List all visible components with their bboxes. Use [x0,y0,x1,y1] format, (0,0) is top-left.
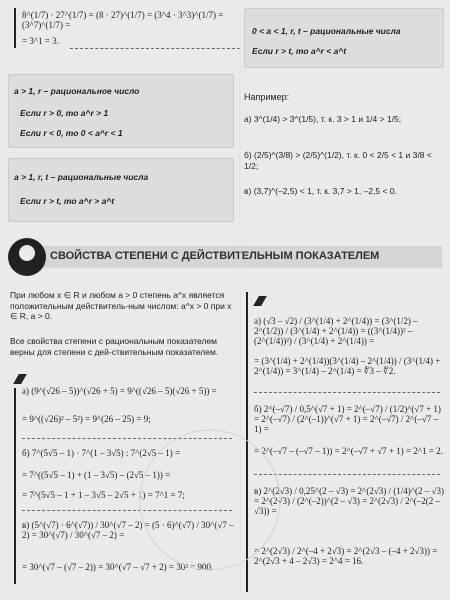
example-b: б) (2/5)^(3/8) > (2/5)^(1/2), т. к. 0 < 2/5 < 1 и 3/8 < 1/2; [244,150,432,171]
divider [22,438,232,439]
rule-box-1-statement-1: Если r > 0, то a^r > 1 [20,108,109,118]
margin-marker [14,8,16,48]
divider [22,510,232,511]
left-example-b2: = 7^((5√5 – 1) + (1 – 3√5) – (2√5 – 1)) = [22,470,171,480]
left-example-b1: б) 7^(5√5 – 1) · 7^(1 – 3√5) : 7^(2√5 – 1) = [22,448,181,458]
reader-icon [8,238,46,276]
rule-box-top-right [244,8,444,68]
right-margin-line [246,292,248,592]
left-example-c1: в) (5^(√7) · 6^(√7)) / 30^(√7 – 2) = (5 · 6)^(√7) / 30^(√7 – 2) = 30^(√7) / 30^(√7 – 2) = [22,520,234,540]
right-example-a2: = (3^(1/4) + 2^(1/4))(3^(1/4) – 2^(1/4)) / (3^(1/4) + 2^(1/4)) = 3^(1/4) – 2^(1/4) = ∜3 – ∜2. [254,356,441,376]
example-c: в) (3,7)^(–2,5) < 1, т. к. 3,7 > 1, –2,5 < 0. [244,186,397,196]
left-margin-line [14,388,16,584]
top-left-line2: = 3^1 = 3. [22,36,59,46]
section-title: СВОЙСТВА СТЕПЕНИ С ДЕЙСТВИТЕЛЬНЫМ ПОКАЗАТЕЛЕМ [50,250,380,262]
pencil-icon [253,296,267,306]
divider [70,48,240,49]
divider [254,392,440,393]
left-example-c2: = 30^(√7 – (√7 – 2)) = 30^(√7 – √7 + 2) = 30² = 900. [22,562,214,572]
rule-box-2 [8,158,234,222]
top-left-line1: 8^(1/7) · 27^(1/7) = (8 · 27)^(1/7) = (3^4 · 3^3)^(1/7) = (3^7)^(1/7) = [22,10,224,30]
rule-box-1-condition: a > 1, r – рациональное число [14,86,140,96]
left-paragraph-2: Все свойства степени с рациональным показателем верны для степени с дей-ствительным показателем. [10,336,219,357]
section-header [38,246,442,268]
left-paragraph-1: При любом x ∈ R и любом a > 0 степень a^x является положительным действитель-ным числом: a^x > 0 при x ∈ R, a > 0. [10,290,232,322]
right-example-a1: а) (√3 – √2) / (3^(1/4) + 2^(1/4)) = (3^(1/2) – 2^(1/2)) / (3^(1/4) + 2^(1/4)) = ((3^(1/4))² – (2^(1/4))²) / (3^(1/4) + 2^(1/4)) = [254,316,418,346]
example-a: а) 3^(1/4) > 3^(1/5), т. к. 3 > 1 и 1/4 > 1/5; [244,114,402,124]
rule-box-2-statement: Если r > t, то a^r > a^t [20,196,115,206]
rule-box-1 [8,74,234,148]
left-example-a1: а) (9^(√26 – 5))^(√26 + 5) = 9^((√26 – 5)(√26 + 5)) = [22,386,217,396]
rule-statement: Если r > t, то a^r < a^t [252,46,347,56]
right-example-c2: = 2^(2√3) / 2^(–4 + 2√3) = 2^(2√3 – (–4 + 2√3)) = 2^(2√3 + 4 – 2√3) = 2^4 = 16. [254,546,438,566]
left-example-a2: = 9^((√26)² – 5²) = 9^(26 – 25) = 9; [22,414,151,424]
examples-title: Например: [244,92,290,102]
rule-box-1-statement-2: Если r < 0, то 0 < a^r < 1 [20,128,123,138]
rule-condition: 0 < a < 1, r, t – рациональные числа [252,26,401,36]
rule-box-2-condition: a > 1, r, t – рациональные числа [14,172,149,182]
right-example-c1: в) 2^(2√3) / 0,25^(2 – √3) = 2^(2√3) / (1/4)^(2 – √3) = 2^(2√3) / (2^(–2))^(2 – √3) = 2^(2√3) / 2^(–2(2 – √3)) = [254,486,444,516]
left-example-b3: = 7^(5√5 – 1 + 1 – 3√5 – 2√5 + 1) = 7^1 = 7; [22,490,185,500]
right-example-b2: = 2^(–√7 – (–√7 – 1)) = 2^(–√7 + √7 + 1) = 2^1 = 2. [254,446,443,456]
pencil-icon [13,374,27,384]
divider [254,474,440,475]
right-example-b1: б) 2^(–√7) / 0,5^(√7 + 1) = 2^(–√7) / (1/2)^(√7 + 1) = 2^(–√7) / (2^(–1))^(√7 + 1) = 2^(–√7) / 2^(–√7 – 1) = [254,404,441,434]
